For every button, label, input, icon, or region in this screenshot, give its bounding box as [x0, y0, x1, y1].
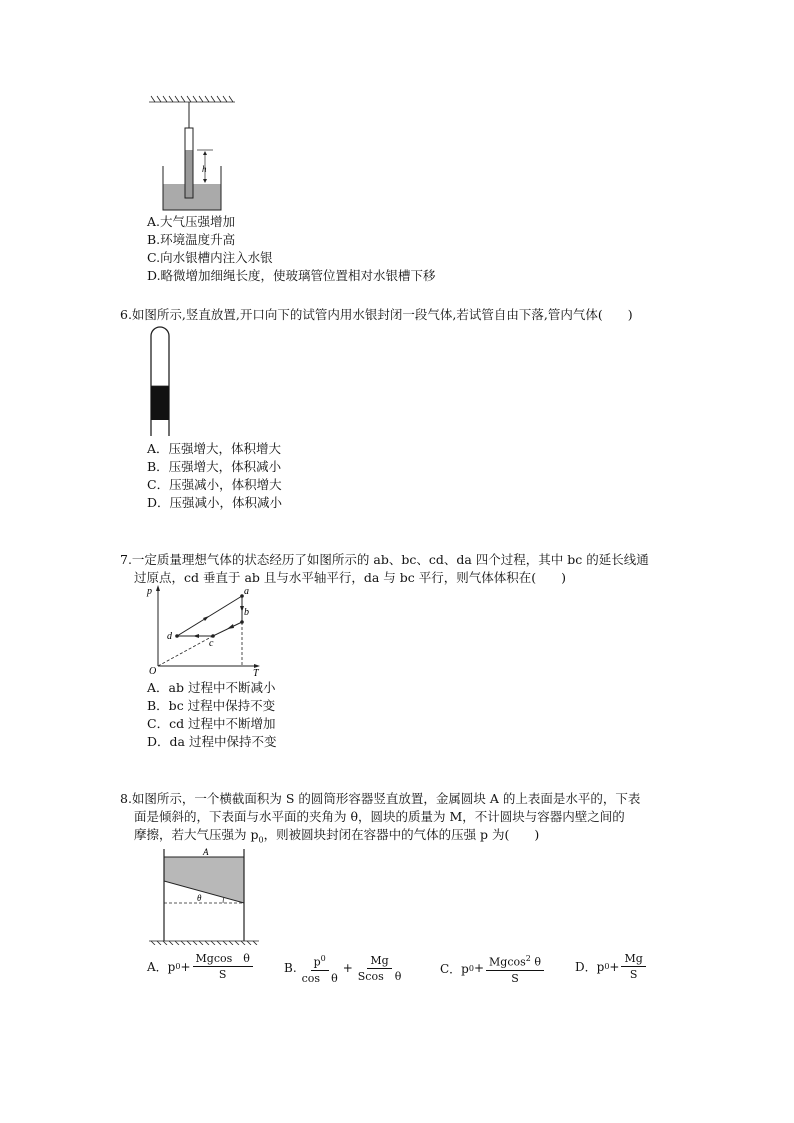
- process-bc: [213, 622, 242, 636]
- q7-stem-line2: 过原点，cd 垂直于 ab 且与水平轴平行，da 与 bc 平行，则气体体积在( ): [134, 570, 567, 585]
- q7-option-c: C．cd 过程中不断增加: [147, 716, 276, 731]
- q8-stem-line3: 摩擦，若大气压强为 $p_0$，则被圆块封闭在容器中的气体的压强 p 为( ): [134, 827, 540, 845]
- q6-option-a: A．压强增大，体积增大: [147, 441, 282, 456]
- label-h: h: [202, 164, 207, 174]
- q7-option-a: A．ab 过程中不断减小: [147, 680, 276, 695]
- q8-option-d: D．p 0 + $\frac{Mg}{S}$: [575, 951, 648, 982]
- q8-option-a: A．p 0 + $\frac{\text{Mgcos θ}}{S}$: [147, 951, 255, 982]
- q7-pT-diagram: [145, 582, 265, 678]
- q8-figure: [145, 845, 260, 945]
- svg-text:c: c: [209, 638, 214, 649]
- svg-text:θ: θ: [197, 893, 202, 903]
- svg-text:d: d: [167, 631, 172, 642]
- q6-option-c: C．压强减小，体积增大: [147, 477, 282, 492]
- svg-text:a: a: [244, 586, 249, 597]
- mercury-column: [185, 150, 193, 198]
- svg-text:A: A: [203, 847, 209, 857]
- q5-figure: [145, 92, 240, 214]
- q6-option-b: B．压强增大，体积减小: [147, 459, 282, 474]
- ceiling: [149, 96, 235, 102]
- q7-option-b: B．bc 过程中保持不变: [147, 698, 276, 713]
- q8-stem-line2: 面是倾斜的，下表面与水平面的夹角为 θ，圆块的质量为 M，不计圆块与容器内壁之间的: [134, 809, 625, 824]
- q7-stem-line1: 7.一定质量理想气体的状态经历了如图所示的 ab、bc、cd、da 四个过程，其中 bc 的延长线通: [120, 552, 649, 567]
- q8-option-c: C．p 0 + $\frac{Mgcos^2 \theta}{S}$: [440, 951, 546, 986]
- q6-figure: [145, 322, 175, 440]
- svg-text:b: b: [244, 607, 249, 618]
- q6-option-d: D．压强减小，体积减小: [147, 495, 283, 510]
- q5-option-b: B.环境温度升高: [147, 232, 236, 247]
- q8-option-b: B. $\frac{p^0}{\text{cos θ}}$ + $\frac{Mg}{\text{Scos θ}}$: [284, 951, 406, 986]
- q7-option-d: D．da 过程中保持不变: [147, 734, 277, 749]
- svg-text:p: p: [147, 586, 152, 597]
- q6-stem: 6.如图所示,竖直放置,开口向下的试管内用水银封闭一段气体,若试管自由下落,管内气体( ): [120, 307, 633, 322]
- q8-stem-line1: 8.如图所示，一个横截面积为 S 的圆筒形容器竖直放置，金属圆块 A 的上表面是水平的，下表: [120, 791, 641, 806]
- mercury-plug: [151, 386, 169, 420]
- svg-text:T: T: [253, 668, 259, 678]
- process-da: [177, 596, 242, 636]
- q5-option-d: D.略微增加细绳长度，使玻璃管位置相对水银槽下移: [147, 268, 436, 283]
- svg-text:O: O: [149, 666, 157, 677]
- q5-option-a: A.大气压强增加: [147, 214, 236, 229]
- metal-block-A: [164, 857, 244, 903]
- q5-option-c: C.向水银槽内注入水银: [147, 250, 273, 265]
